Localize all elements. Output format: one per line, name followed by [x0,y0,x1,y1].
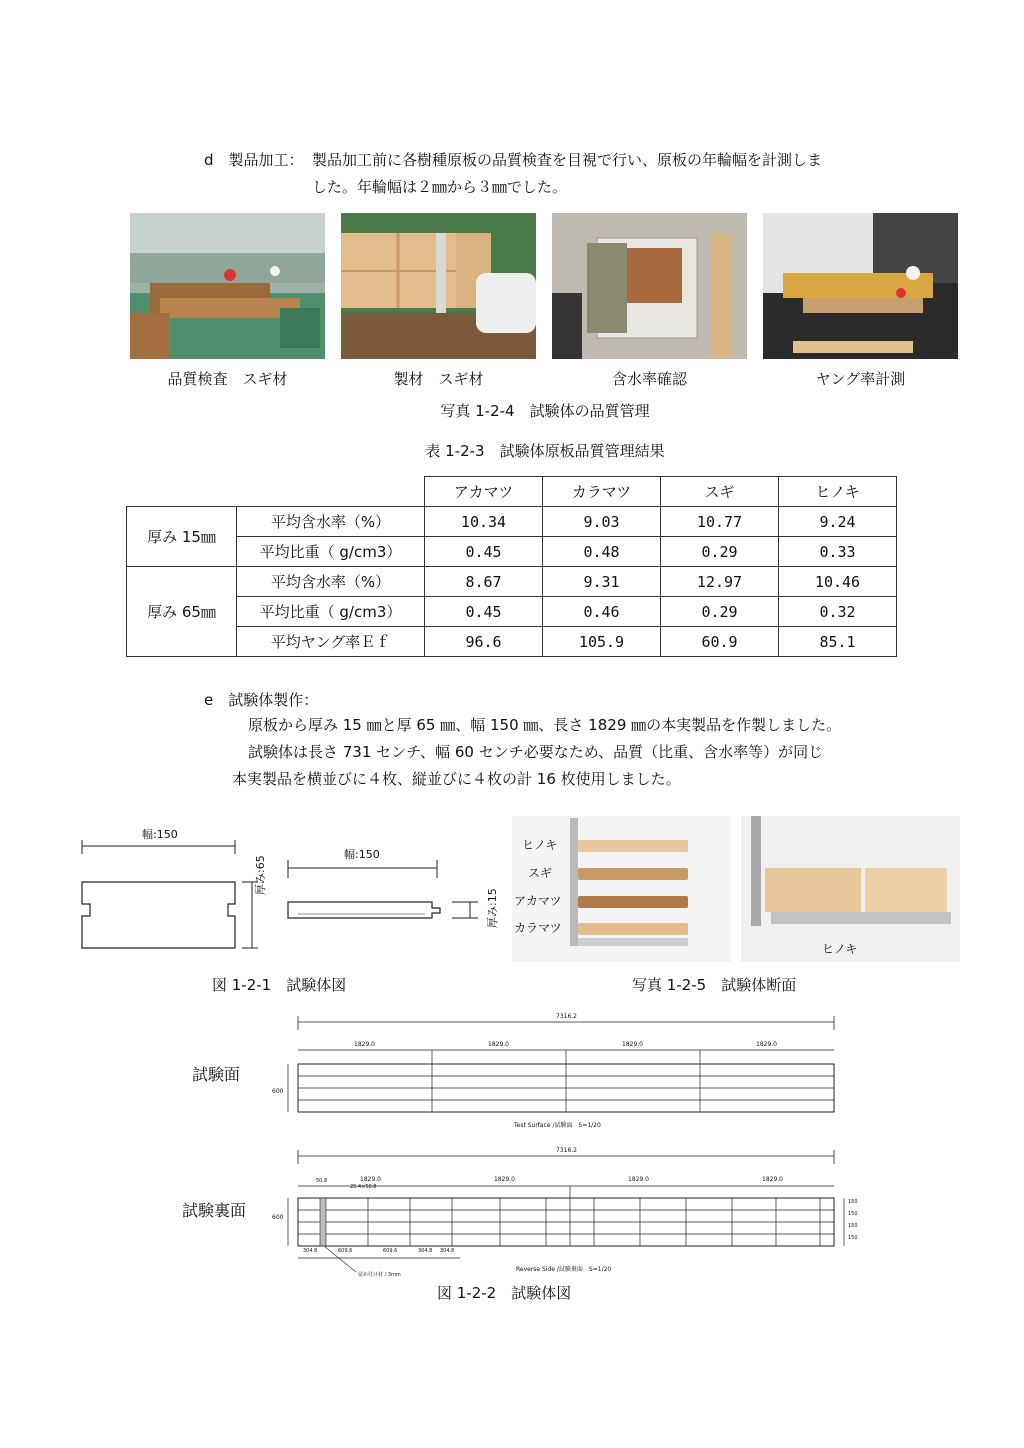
front-segment-label: 1829.0 [622,1041,643,1048]
photo-caption-quality: 品質検査 スギ材 [167,370,288,388]
table-col-header: ヒノキ [779,477,897,507]
table-cell: 10.77 [661,507,779,537]
table-cell: 12.97 [661,567,779,597]
table-cell: 8.67 [425,567,543,597]
table-row-label: 平均比重（ g/cm3） [237,537,425,567]
back-segment-label: 1829.0 [762,1176,783,1183]
photo-young-modulus [763,213,958,359]
photo-1-2-4-caption: 写真 1-2-4 試験体の品質管理 [440,402,650,420]
width-label-b: 幅:150 [344,848,380,861]
section-d-line1: 製品加工前に各樹種原板の品質検査を目視で行い、原板の年輪幅を計測しま [312,151,823,169]
front-segment-label: 1829.0 [488,1041,509,1048]
section-e-line2: 試験体は長さ 731 センチ、幅 60 センチ必要なため、品質（比重、含水率等）が同じ [248,743,824,761]
table-cell: 0.32 [779,597,897,627]
photo-moisture-check [552,213,747,359]
species-label-akamatsu: アカマツ [514,894,562,908]
back-segment-label: 1829.0 [360,1176,381,1183]
table-row-label: 平均比重（ g/cm3） [237,597,425,627]
back-height-label: 600 [272,1214,284,1221]
table-cell: 0.48 [543,537,661,567]
back-right-label: 150 [848,1223,858,1229]
photo-caption-sawing: 製材 スギ材 [393,370,484,388]
photo-1-2-5-caption: 写真 1-2-5 試験体断面 [632,976,797,994]
table-cell: 85.1 [779,627,897,657]
table-group-label: 厚み 15㎜ [127,507,237,567]
table-row [127,567,897,597]
hinoki-label: ヒノキ [822,942,858,956]
table-cell: 9.31 [543,567,661,597]
table-col-header: アカマツ [425,477,543,507]
table-cell: 60.9 [661,627,779,657]
back-right-label: 150 [848,1211,858,1217]
table-cell: 10.34 [425,507,543,537]
table-cell: 0.45 [425,537,543,567]
back-bottom-label: 304.8 [303,1248,318,1254]
table-col-header: スギ [661,477,779,507]
front-segment-label: 1829.0 [354,1041,375,1048]
quality-table [126,476,897,657]
table-1-2-3-caption: 表 1-2-3 試験体原板品質管理結果 [425,442,665,460]
table-cell: 9.03 [543,507,661,537]
back-total-length: 7316.2 [556,1147,577,1154]
photo-quality-inspection [130,213,325,359]
plan-drawing [270,1010,870,1280]
front-caption: Test Surface /試験面 S=1/20 [514,1122,601,1129]
back-bottom-label: 609.6 [338,1248,353,1254]
species-label-hinoki: ヒノキ [522,838,558,852]
figure-1-2-1-caption: 図 1-2-1 試験体図 [212,976,347,994]
front-segment-label: 1829.0 [756,1041,777,1048]
specimen-drawing [70,818,510,958]
table-cell: 105.9 [543,627,661,657]
back-segment-label: 1829.0 [494,1176,515,1183]
section-d-label: d 製品加工： [204,151,304,169]
table-cell: 0.33 [779,537,897,567]
table-cell: 0.46 [543,597,661,627]
table-cell: 0.45 [425,597,543,627]
back-bottom-label: 304.8 [440,1248,455,1254]
table-row-label: 平均含水率（%） [237,507,425,537]
table-group-label: 厚み 65㎜ [127,567,237,657]
table-header-row [127,477,897,507]
section-e-label: e 試験体製作： [204,691,319,709]
species-label-karamatsu: カラマツ [514,921,562,935]
back-right-label: 150 [848,1199,858,1205]
photo-sawing [341,213,536,359]
thickness-label-a: 厚み:65 [254,855,267,895]
figure-1-2-2-caption: 図 1-2-2 試験体図 [437,1284,572,1302]
back-label: 試験裏面 [182,1201,247,1220]
photo-caption-young: ヤング率計測 [815,370,906,388]
section-e-line1: 原板から厚み 15 ㎜と厚 65 ㎜、幅 150 ㎜、長さ 1829 ㎜の本実製品を作製しました。 [248,716,842,734]
width-label-a: 幅:150 [142,828,178,841]
section-d-line2: した。年輪幅は２㎜から３㎜でした。 [312,178,568,196]
back-caption: Reverse Side /試験裏面 S=1/20 [516,1266,612,1273]
species-label-sugi: スギ [528,866,553,880]
back-bottom-label: 609.6 [383,1248,398,1254]
front-height-label: 600 [272,1088,284,1095]
thickness-label-b: 厚み:15 [486,888,499,928]
back-top-label: 25.4×50.8 [350,1184,377,1190]
table-cell: 10.46 [779,567,897,597]
photo-caption-moisture: 含水率確認 [611,370,687,388]
table-row [127,507,897,537]
back-right-label: 150 [848,1235,858,1241]
table-row-label: 平均含水率（%） [237,567,425,597]
table-cell: 0.29 [661,597,779,627]
table-row [127,537,897,567]
back-segment-label: 1829.0 [628,1176,649,1183]
table-row-label: 平均ヤング率Ｅｆ [237,627,425,657]
back-note: 留め付け材 / 3mm [358,1272,401,1278]
front-label: 試験面 [192,1065,241,1084]
back-bottom-label: 304.8 [418,1248,433,1254]
section-e-line3: 本実製品を横並びに４枚、縦並びに４枚の計 16 枚使用しました。 [232,770,681,788]
table-row [127,597,897,627]
table-cell: 96.6 [425,627,543,657]
table-cell: 0.29 [661,537,779,567]
table-row [127,627,897,657]
front-total-length: 7316.2 [556,1013,577,1020]
back-top-label: 50.8 [316,1178,328,1184]
table-col-header: カラマツ [543,477,661,507]
table-cell: 9.24 [779,507,897,537]
